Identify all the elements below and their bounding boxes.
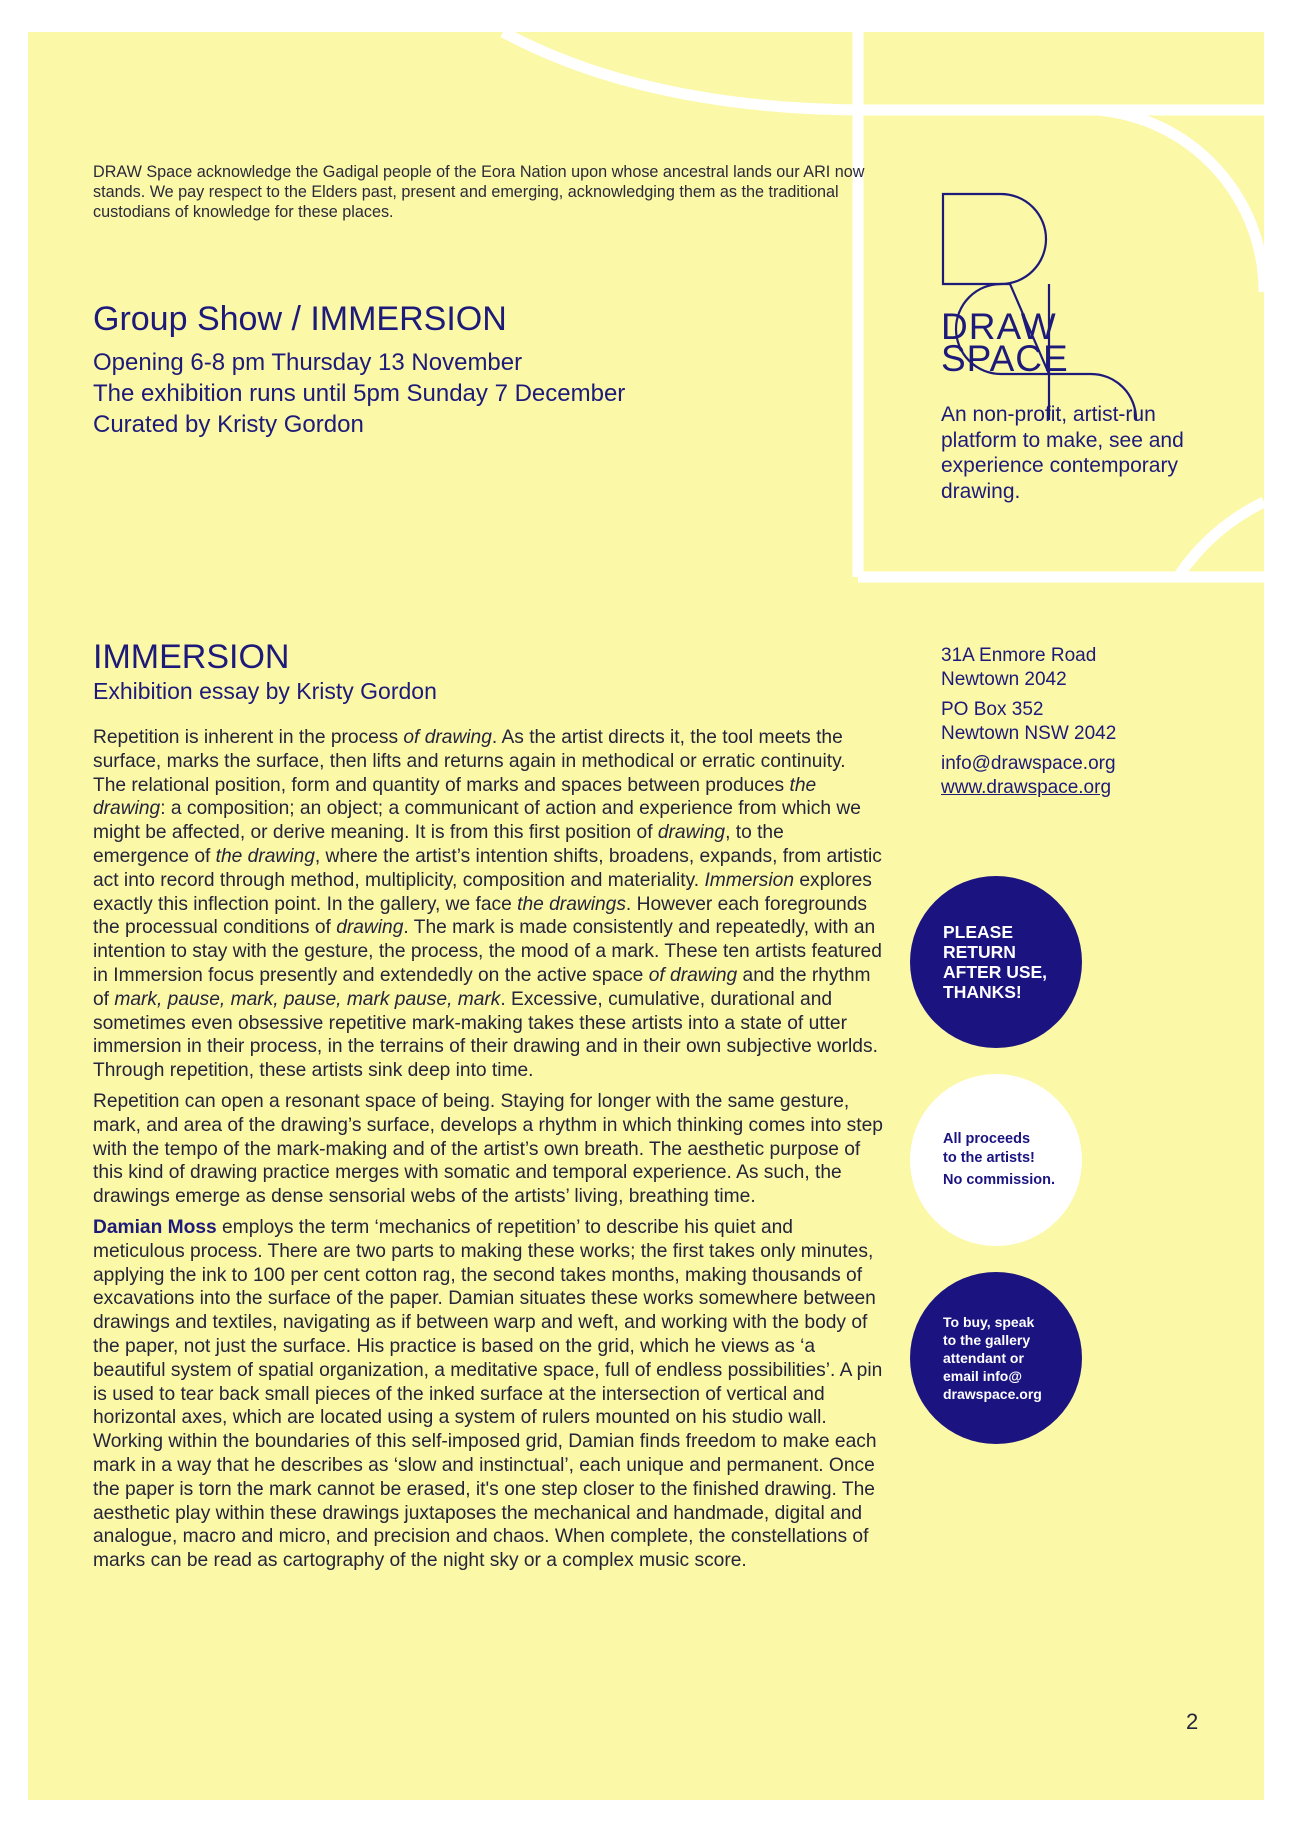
address-suburb: Newtown 2042 [941, 669, 1067, 690]
address-street: 31A Enmore Road [941, 645, 1097, 666]
logo-word-draw: DRAW [941, 306, 1057, 347]
show-title: Group Show / IMMERSION [93, 300, 507, 338]
draw-space-logo-icon [941, 160, 1191, 420]
logo-word-space: SPACE [941, 338, 1069, 379]
essay-paragraph-1: Repetition is inherent in the process of drawing. As the artist directs it, the tool meets the surface, marks the surface, then lifts and returns again in methodical or erratic continuity. The relational position, form and quantity of marks and spaces between produces the drawing: a composition; an object; a communicant of action and experience from which we might be affected, or derive meaning. It is from this first position of drawing, to the emergence of the drawing, where the artist’s intention shifts, broadens, expands, from artistic act into record through method, multiplicity, composition and materiality. Immersion explores exactly this inflection point. In the gallery, we face the drawings. However each foregrounds the processual conditions of drawing. The mark is made consistently and repeatedly, with an intention to stay with the gesture, the process, the mood of a mark. These ten artists featured in Immersion focus presently and extendedly on the active space of drawing and the rhythm of mark, pause, mark, pause, mark pause, mark. Excessive, cumulative, durational and sometimes even obsessive repetitive mark-making takes these artists into a state of utter immersion in their process, in the terrains of their drawing and in their own subjective worlds. Through repetition, these artists sink deep into time. [93, 727, 882, 1082]
essay-paragraph-3: Damian Moss employs the term ‘mechanics of repetition’ to describe his quiet and meticulous process. There are two parts to making these works; the first takes only minutes, applying the ink to 100 per cent cotton rag, the second takes months, making thousands of excavations into the surface of the paper. Damian situates these works somewhere between drawings and textiles, navigating as if between warp and weft, and working with the body of the paper, not just the surface. His practice is based on the grid, which he views as ‘a beautiful system of spatial organization, a meditative space, full of endless possibilities’. A pin is used to tear back small pieces of the inked surface at the intersection of vertical and horizontal axes, which are located using a system of rulers mounted on his studio wall. Working within the boundaries of this self-imposed grid, Damian finds freedom to make each mark in a way that he describes as ‘slow and instinctual’, each unique and permanent. Once the paper is torn the mark cannot be erased, it's one step closer to the finished drawing. The aesthetic play within these drawings juxtaposes the mechanical and handmade, digital and analogue, macro and micro, and precision and chaos. When complete, the constellations of marks can be read as cartography of the night sky or a complex music score. [93, 1216, 883, 1572]
page-number: 2 [1186, 1709, 1199, 1734]
to-buy-badge: To buy, speak to the gallery attendant or email info@ drawspace.org [910, 1272, 1082, 1444]
essay-title: IMMERSION [93, 638, 290, 676]
essay-subtitle: Exhibition essay by Kristy Gordon [93, 678, 437, 704]
tagline: An non-profit, artist-run platform to make, see and experience contemporary drawing. [941, 403, 1184, 503]
show-opening: Opening 6-8 pm Thursday 13 November [93, 349, 523, 376]
please-return-badge: PLEASE RETURN AFTER USE, THANKS! [910, 876, 1082, 1048]
contact-email[interactable]: info@drawspace.org [941, 753, 1116, 774]
show-curator: Curated by Kristy Gordon [93, 411, 364, 438]
proceeds-badge: All proceeds to the artists! No commission. [910, 1074, 1082, 1246]
page [28, 32, 1264, 1800]
website-link[interactable]: www.drawspace.org [941, 777, 1112, 798]
acknowledgement: DRAW Space acknowledge the Gadigal people of the Eora Nation upon whose ancestral lands our ARI now stands. We pay respect to the Elders past, present and emerging, acknowledging them as the traditional custodians of knowledge for these places. [93, 163, 865, 221]
address-pobox: PO Box 352 [941, 699, 1044, 720]
artist-name: Damian Moss [93, 1216, 217, 1238]
essay-body [93, 726, 883, 1580]
address-pobox-suburb: Newtown NSW 2042 [941, 723, 1117, 744]
show-runs: The exhibition runs until 5pm Sunday 7 December [93, 380, 626, 407]
essay-paragraph-2: Repetition can open a resonant space of being. Staying for longer with the same gesture, mark, and area of the drawing’s surface, develops a rhythm in which thinking comes into step with the tempo of the mark-making and of the artist’s own breath. The aesthetic purpose of this kind of drawing practice merges with somatic and temporal experience. As such, the drawings emerge as dense sensorial webs of the artists’ living, breathing time. [93, 1090, 883, 1208]
